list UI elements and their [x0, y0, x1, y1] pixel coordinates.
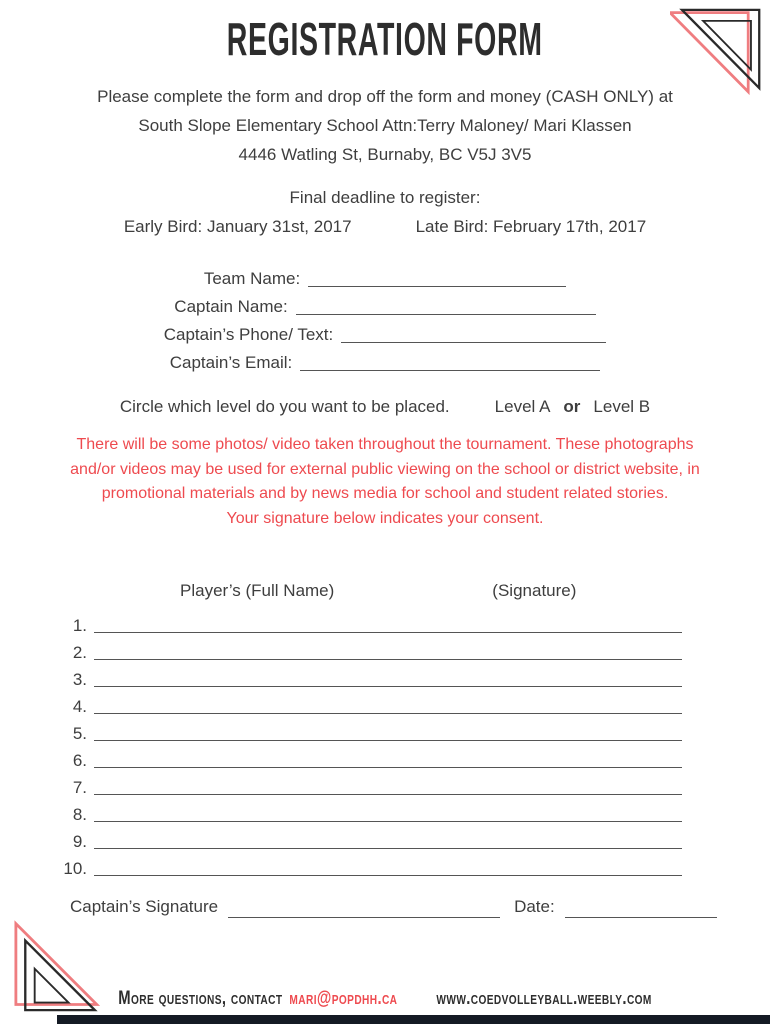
intro-line-1: Please complete the form and drop off the form and money (CASH ONLY) at: [97, 87, 673, 106]
footer-contact: [118, 988, 397, 1010]
team-name-line[interactable]: [308, 272, 566, 287]
captain-email-label: Captain’s Email:: [169, 353, 293, 372]
level-prompt: Circle which level do you want to be placed.: [119, 397, 450, 416]
player-row: [62, 690, 682, 717]
level-b-option[interactable]: Level B: [593, 397, 651, 416]
players-table-header: [0, 577, 770, 605]
footer-questions-text: More questions, contact: [118, 988, 283, 1009]
captain-email-line[interactable]: [300, 356, 600, 371]
player-name-signature-line[interactable]: [94, 767, 682, 768]
captain-email-row: [0, 349, 770, 377]
player-name-signature-line[interactable]: [94, 875, 682, 876]
player-row: [62, 663, 682, 690]
player-number: 6.: [72, 751, 87, 770]
player-name-signature-line[interactable]: [94, 821, 682, 822]
consent-line-3: promotional materials and by news media for school and student related stories.: [101, 485, 669, 502]
captain-name-label: Captain Name:: [174, 297, 288, 316]
late-bird-date: Late Bird: February 17th, 2017: [415, 217, 647, 236]
player-number: 7.: [72, 778, 87, 797]
triangle-decoration-top-right-icon: [670, 8, 762, 100]
player-row: [62, 825, 682, 852]
captain-name-row: [0, 293, 770, 321]
player-row: [62, 852, 682, 879]
player-name-signature-line[interactable]: [94, 659, 682, 660]
player-name-signature-line[interactable]: [94, 713, 682, 714]
players-signature-header: (Signature): [492, 581, 577, 600]
level-or-text: or: [563, 397, 581, 416]
team-info-fields: [0, 265, 770, 377]
bottom-bar: [57, 1015, 770, 1024]
player-number: 8.: [72, 805, 87, 824]
captain-signature-row: [70, 893, 770, 921]
player-number: 5.: [72, 724, 87, 743]
player-name-signature-line[interactable]: [94, 740, 682, 741]
intro-line-3: 4446 Watling St, Burnaby, BC V5J 3V5: [238, 145, 532, 164]
level-a-option[interactable]: Level A: [494, 397, 551, 416]
website-link[interactable]: www.coedvolleyball.weebly.com: [436, 988, 652, 1009]
player-name-signature-line[interactable]: [94, 632, 682, 633]
deadline-section: [0, 183, 770, 241]
team-name-label: Team Name:: [203, 269, 301, 288]
captain-phone-label: Captain’s Phone/ Text:: [163, 325, 334, 344]
player-name-signature-line[interactable]: [94, 848, 682, 849]
player-number: 10.: [63, 859, 87, 878]
player-name-signature-line[interactable]: [94, 686, 682, 687]
captain-signature-line[interactable]: [228, 903, 500, 918]
intro-paragraph: [0, 82, 770, 169]
player-row: [62, 717, 682, 744]
form-title: REGISTRATION FORM: [227, 13, 543, 65]
player-row: [62, 744, 682, 771]
consent-line-1: There will be some photos/ video taken throughout the tournament. These photographs: [76, 436, 694, 453]
consent-line-2: and/or videos may be used for external public viewing on the school or district website, in: [70, 460, 700, 478]
captain-name-line[interactable]: [296, 300, 596, 315]
captain-phone-line[interactable]: [341, 328, 606, 343]
deadline-heading: Final deadline to register:: [289, 188, 481, 207]
player-number: 2.: [72, 643, 87, 662]
level-selection-row: [0, 393, 770, 421]
team-name-row: [0, 265, 770, 293]
player-name-signature-line[interactable]: [94, 794, 682, 795]
date-label: Date:: [514, 897, 555, 916]
consent-line-4: Your signature below indicates your consent.: [226, 509, 544, 527]
footer: [85, 988, 686, 1010]
player-row: [62, 798, 682, 825]
players-list: [62, 609, 682, 879]
contact-email-link[interactable]: mari@popdhh.ca: [289, 988, 398, 1009]
players-name-header: Player’s (Full Name): [180, 581, 335, 600]
player-number: 4.: [72, 697, 87, 716]
captain-signature-label: Captain’s Signature: [70, 897, 219, 916]
player-number: 1.: [72, 616, 87, 635]
intro-line-2: South Slope Elementary School Attn:Terry Maloney/ Mari Klassen: [138, 116, 632, 135]
early-bird-date: Early Bird: January 31st, 2017: [123, 217, 352, 236]
player-row: [62, 636, 682, 663]
triangle-decoration-bottom-left-icon: [14, 918, 108, 1012]
photo-consent-notice: [0, 433, 770, 531]
title-area: [0, 0, 770, 65]
player-number: 9.: [72, 832, 87, 851]
player-row: [62, 609, 682, 636]
player-row: [62, 771, 682, 798]
player-number: 3.: [72, 670, 87, 689]
captain-phone-row: [0, 321, 770, 349]
date-line[interactable]: [565, 903, 717, 918]
